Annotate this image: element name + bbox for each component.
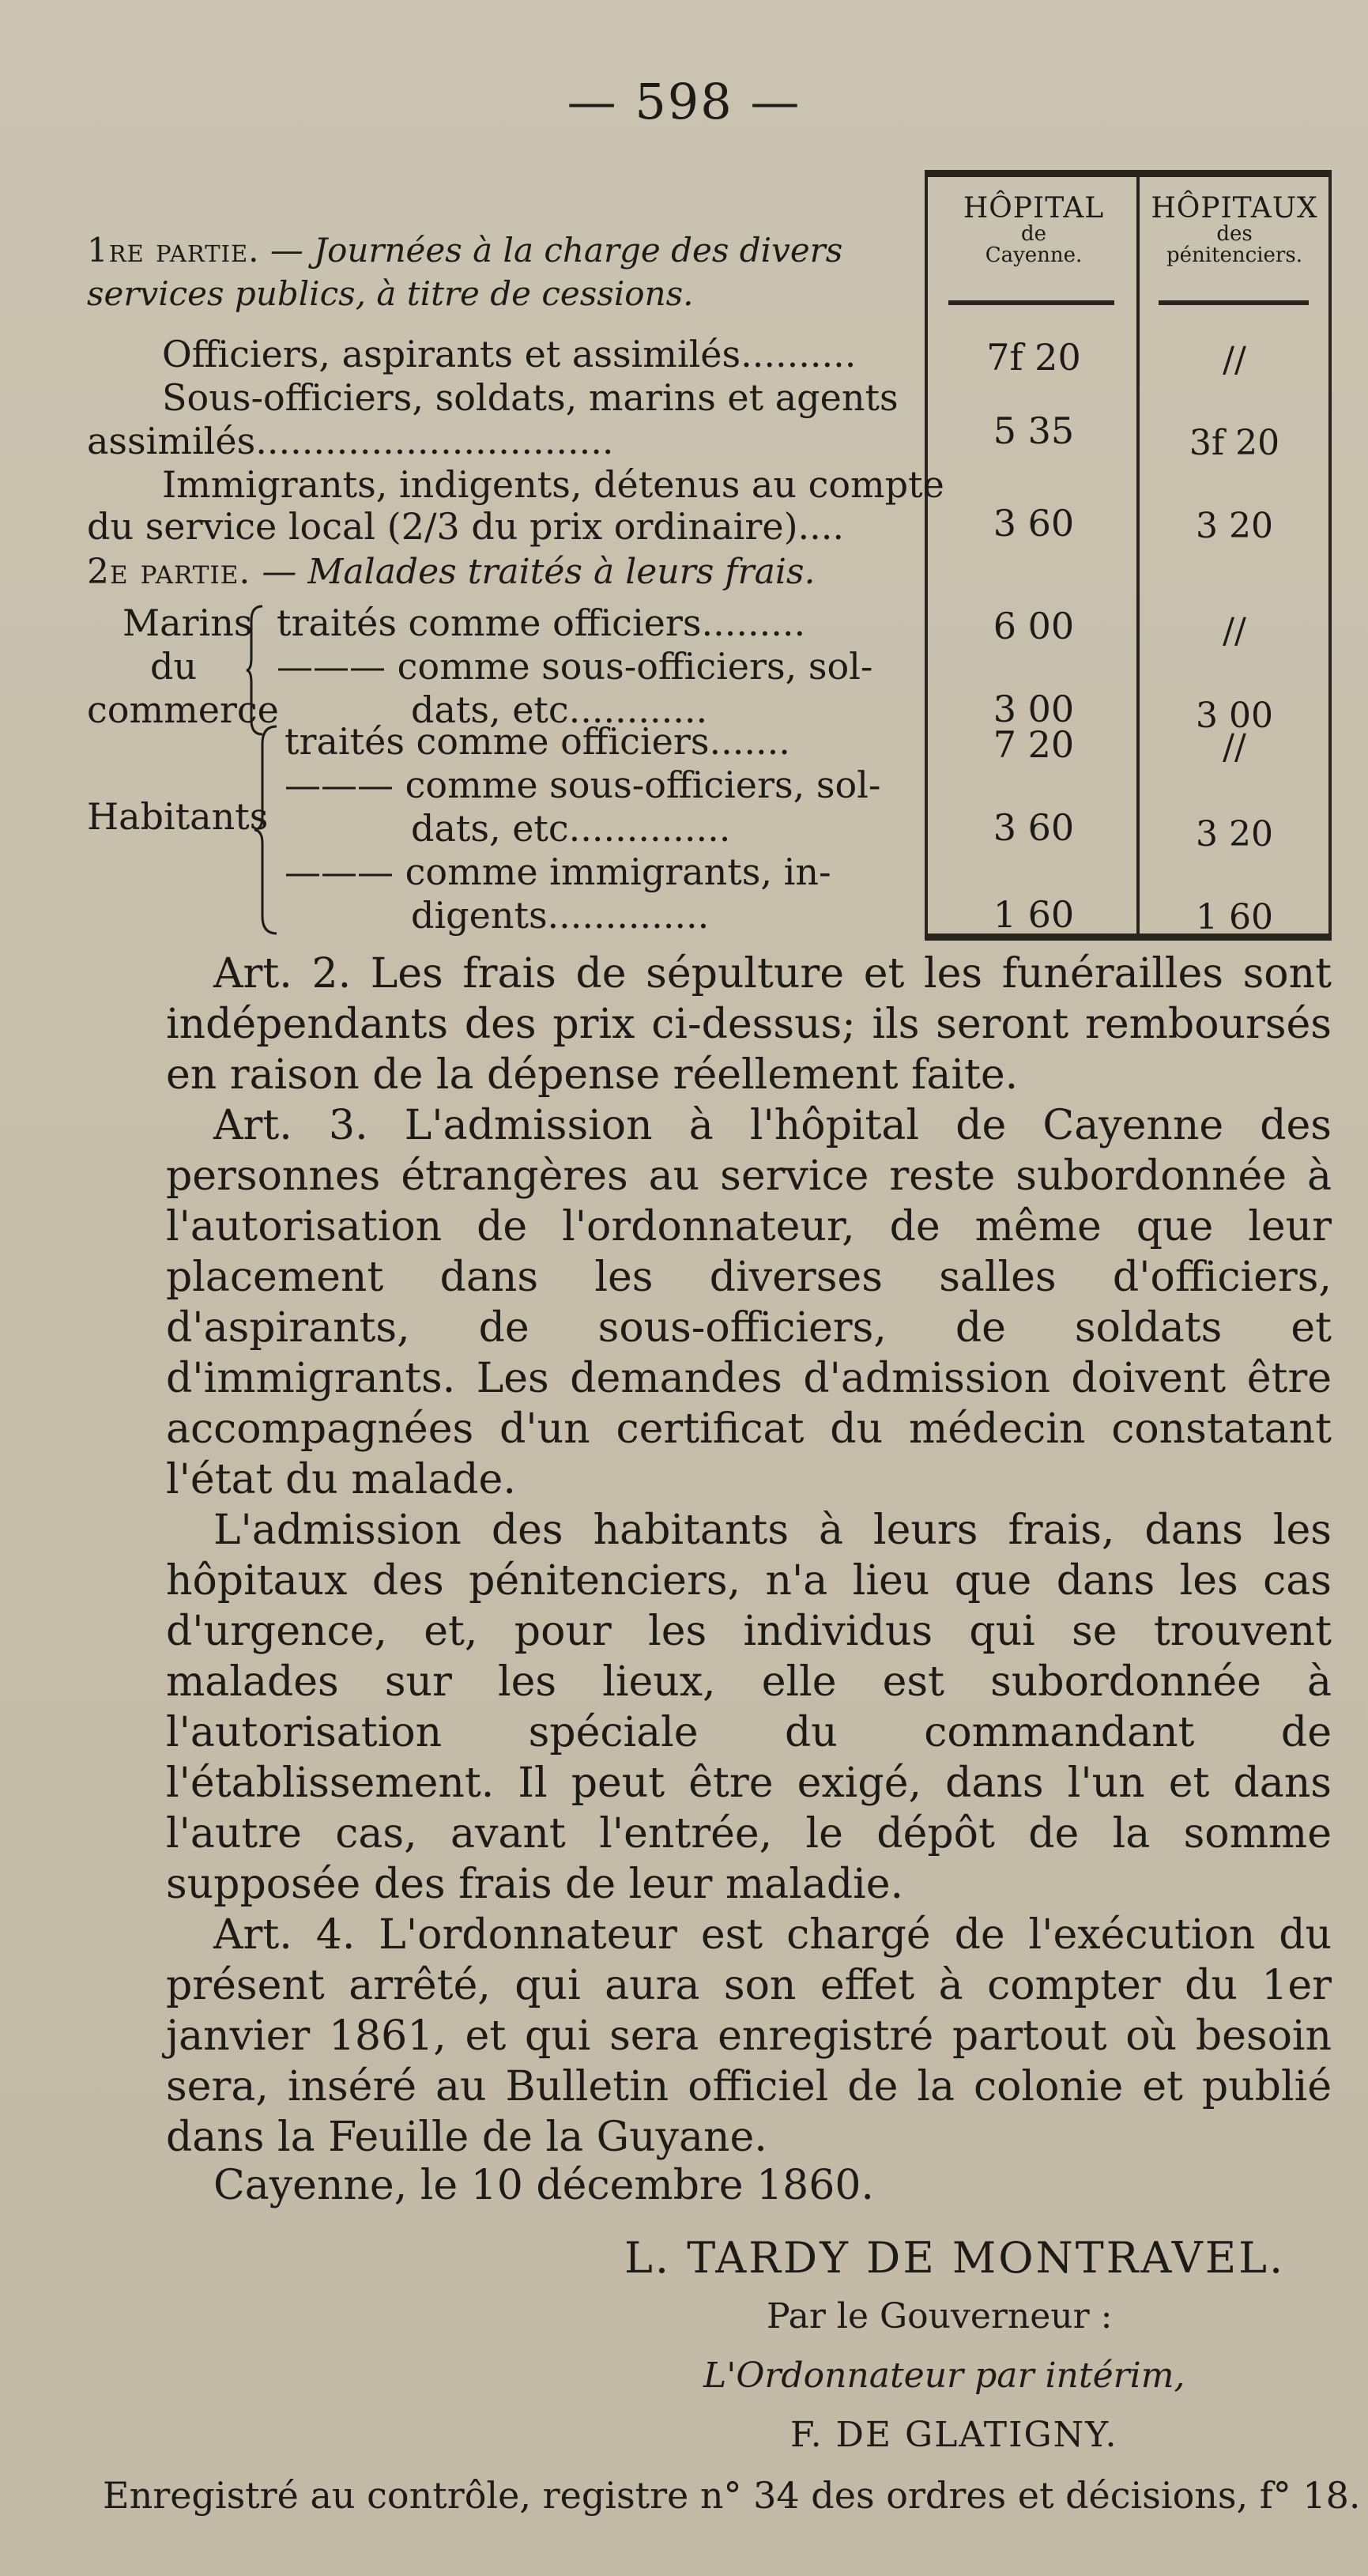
- row-officiers: Officiers, aspirants et assimilés..........: [162, 333, 857, 375]
- tariff-table: [87, 170, 1332, 941]
- part1-label: 1re partie.: [87, 231, 260, 270]
- value-marins-officiers-penitenciers: //: [1223, 611, 1246, 651]
- paragraph-art2: Art. 2. Les frais de sépulture et les funérailles sont indépendants des prix ci-dessus; ils seront remboursés en raison de la dépense réellement faite.: [166, 950, 1332, 1099]
- value-habitants-officiers-penitenciers: //: [1223, 727, 1246, 768]
- col2-header-line3: pénitenciers.: [1166, 243, 1302, 268]
- row-habitants-immigrants-line2: digents..............: [411, 894, 710, 937]
- value-marins-sous-officiers-penitenciers: 3 00: [1196, 696, 1273, 736]
- row-habitants-officiers: traités comme officiers.......: [285, 720, 790, 763]
- page-number: — 598 —: [567, 73, 801, 130]
- row-sous-officiers-line1: Sous-officiers, soldats, marins et agents: [162, 376, 899, 419]
- col1-header-line1: HÔPITAL: [963, 192, 1105, 224]
- value-habitants-immigrants-penitenciers: 1 60: [1196, 897, 1273, 937]
- value-immigrants-penitenciers: 3 20: [1196, 506, 1273, 546]
- header-rule-2: [1159, 300, 1309, 305]
- col1-header-line2: de: [1020, 221, 1047, 246]
- signatory: L. TARDY DE MONTRAVEL.: [624, 2233, 1286, 2283]
- col2-header-line1: HÔPITAUX: [1151, 192, 1318, 224]
- countersignatory: F. DE GLATIGNY.: [790, 2415, 1118, 2455]
- part2-heading: [87, 549, 917, 594]
- row-habitants-sous-officiers-line2: dats, etc..............: [411, 807, 731, 850]
- value-immigrants-cayenne: 3 60: [993, 502, 1075, 545]
- paragraph-art4: Art. 4. L'ordonnateur est chargé de l'exécution du présent arrêté, qui aura son effet à compter du 1er janvier 1861, et qui sera enregistré partout où besoin sera, inséré au Bulletin officiel de la colonie et publié dans la Feuille de la Guyane.: [166, 1911, 1332, 2161]
- brace-marins: [245, 603, 269, 737]
- brace-habitants: [253, 723, 281, 937]
- row-immigrants-line2: du service local (2/3 du prix ordinaire)....: [87, 505, 845, 548]
- value-habitants-sous-officiers-cayenne: 3 60: [993, 806, 1075, 849]
- part1-heading: [87, 229, 917, 315]
- row-habitants-immigrants-line1: ——— comme immigrants, in-: [285, 850, 831, 893]
- table-rule-left: [925, 170, 928, 941]
- value-officiers-penitenciers: //: [1223, 340, 1246, 380]
- column-header-penitenciers: [1140, 194, 1329, 266]
- value-marins-sous-officiers-cayenne: 3 00: [993, 688, 1075, 730]
- value-marins-officiers-cayenne: 6 00: [993, 605, 1075, 647]
- table-top-rule: [925, 170, 1332, 177]
- registration-note: Enregistré au contrôle, registre n° 34 des ordres et décisions, f° 18.: [103, 2474, 1361, 2517]
- row-marins-sous-officiers-line1: ——— comme sous-officiers, sol-: [277, 645, 873, 688]
- group-habitants-label: Habitants: [87, 795, 269, 838]
- col2-header-line2: des: [1216, 221, 1253, 246]
- column-header-cayenne: [931, 194, 1136, 266]
- group-marins-label1: Marins: [122, 602, 253, 644]
- paragraph-art3: Art. 3. L'admission à l'hôpital de Cayenne des personnes étrangères au service reste subordonnée à l'autorisation de l'ordonnateur, de même que leur placement dans les diverses salles d'officiers, d'aspirants, de sous-officiers, de soldats et d'immigrants. Les demandes d'admission doivent être accompagnées d'un certificat du médecin constatant l'état du malade.: [166, 1102, 1332, 1503]
- value-officiers-cayenne: 7f 20: [986, 336, 1081, 379]
- by-governor: Par le Gouverneur :: [767, 2296, 1113, 2337]
- body-text: [166, 949, 1332, 2163]
- group-marins-label2: du: [150, 645, 198, 688]
- row-immigrants-line1: Immigrants, indigents, détenus au compte: [162, 463, 944, 506]
- group-marins-label3: commerce: [87, 688, 279, 731]
- value-habitants-immigrants-cayenne: 1 60: [993, 893, 1075, 936]
- value-habitants-sous-officiers-penitenciers: 3 20: [1196, 814, 1273, 854]
- row-marins-officiers: traités comme officiers.........: [277, 602, 806, 644]
- row-sous-officiers-line2: assimilés...............................: [87, 420, 614, 462]
- place-date: Cayenne, le 10 décembre 1860.: [213, 2162, 874, 2209]
- value-sous-officiers-penitenciers: 3f 20: [1189, 423, 1280, 463]
- ordonnateur-role: L'Ordonnateur par intérim,: [703, 2355, 1185, 2396]
- part1-title: — Journées à la charge des divers services publics, à titre de cessions.: [87, 231, 843, 313]
- value-sous-officiers-cayenne: 5 35: [993, 409, 1075, 452]
- row-marins-sous-officiers-line2: dats, etc............: [411, 688, 708, 731]
- header-rule-1: [948, 300, 1114, 305]
- value-habitants-officiers-cayenne: 7 20: [993, 723, 1075, 766]
- part2-title: — Malades traités à leurs frais.: [262, 552, 816, 592]
- part2-label: 2e partie.: [87, 552, 251, 592]
- col1-header-line3: Cayenne.: [985, 243, 1083, 268]
- paragraph-admission-habitants: L'admission des habitants à leurs frais, dans les hôpitaux des pénitenciers, n'a lieu que dans les cas d'urgence, et, pour les individus qui se trouvent malades sur les lieux, elle est subordonnée à l'autorisation spéciale du commandant de l'établissement. Il peut être exigé, dans l'un et dans l'autre cas, avant l'entrée, le dépôt de la somme supposée des frais de leur maladie.: [166, 1507, 1332, 1908]
- row-habitants-sous-officiers-line1: ——— comme sous-officiers, sol-: [285, 764, 881, 806]
